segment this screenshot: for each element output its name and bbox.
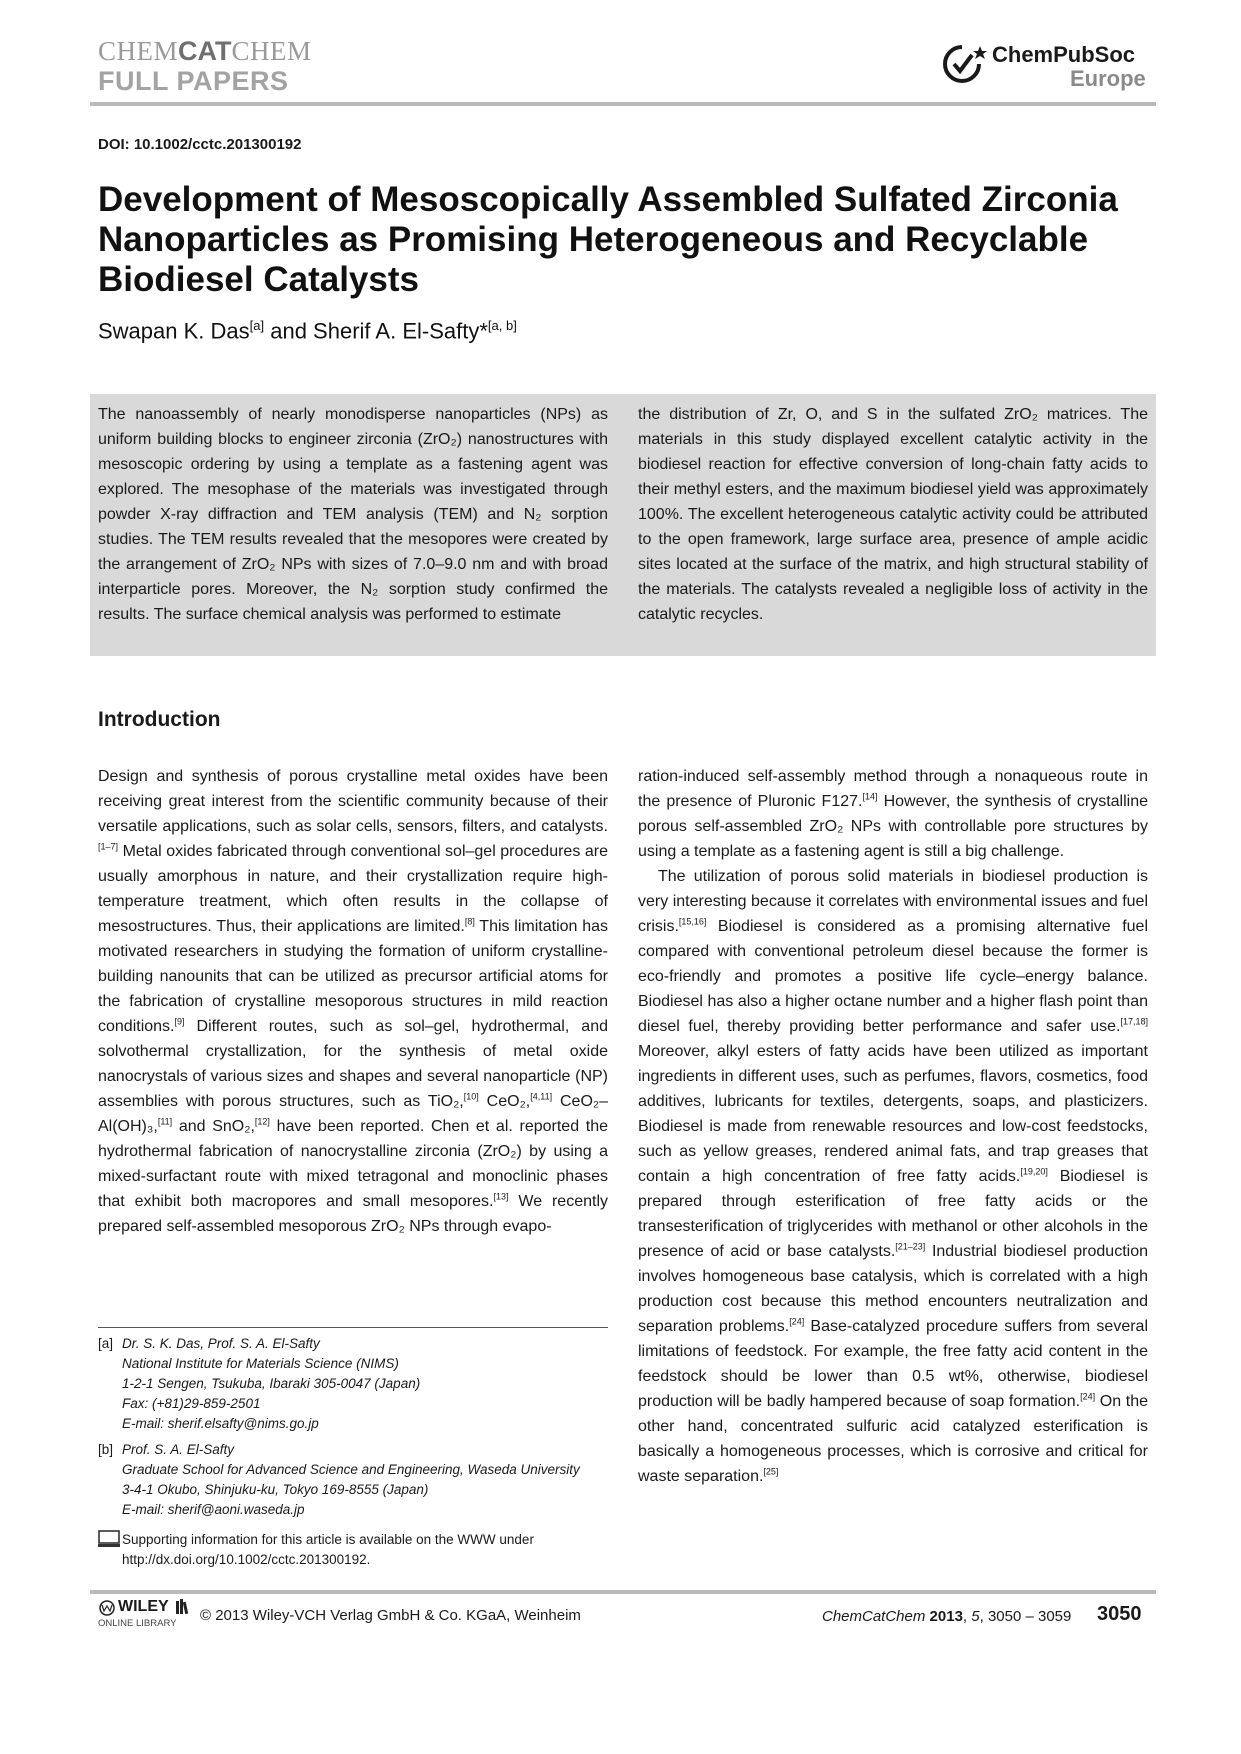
abstract-left xyxy=(98,402,608,627)
wiley-sub: ONLINE LIBRARY xyxy=(98,1618,177,1629)
citation-year: 2013 xyxy=(929,1608,963,1625)
chempubsoc-star-icon xyxy=(940,40,988,88)
citation-ref[interactable]: [13] xyxy=(493,1191,509,1202)
copyright: © 2013 Wiley-VCH Verlag GmbH & Co. KGaA, Weinheim xyxy=(200,1607,581,1624)
footnote-a-tag: [a] xyxy=(98,1336,114,1351)
citation-ref[interactable]: [21–23] xyxy=(895,1241,926,1252)
author-2-affiliation: [a, b] xyxy=(487,318,517,333)
page-number: 3050 xyxy=(1097,1603,1142,1625)
footnote-b-body xyxy=(122,1440,580,1520)
intro-right-column xyxy=(638,764,1148,1489)
footnote-a-line: 1-2-1 Sengen, Tsukuba, Ibaraki 305-0047 (Japan) xyxy=(122,1376,421,1391)
publisher-logo xyxy=(940,38,1160,98)
author-1: Swapan K. Das xyxy=(98,318,250,344)
introduction-heading: Introduction xyxy=(98,708,221,731)
footer-rule xyxy=(90,1590,1156,1594)
citation-journal: ChemCatChem xyxy=(822,1608,926,1625)
citation-ref[interactable]: [17,18] xyxy=(1120,1016,1148,1027)
abstract-box xyxy=(90,394,1156,656)
author-join: and xyxy=(264,318,314,344)
footnote-a-line: E-mail: sherif.elsafty@nims.go.jp xyxy=(122,1416,319,1431)
citation-ref[interactable]: [9] xyxy=(174,1016,185,1027)
supporting-info-link[interactable]: http://dx.doi.org/10.1002/cctc.201300192. xyxy=(122,1552,371,1567)
citation-ref[interactable]: [19,20] xyxy=(1020,1166,1048,1177)
wiley-logo xyxy=(98,1598,190,1634)
citation-pages: , 3050 – 3059 xyxy=(979,1608,1072,1625)
citation-ref[interactable]: [15,16] xyxy=(678,916,707,927)
author-1-affiliation: [a] xyxy=(249,318,265,333)
computer-icon xyxy=(98,1530,120,1548)
intro-right-paragraph-2: The utilization of porous solid materials in biodiesel production is very interesting because it correlates with environmental issues and fuel crisis.[15,16] Biodiesel is considered as a promising alternative fuel compared with conventional petroleum diesel because the former is eco-friendly and promotes a positive life cycle–energy balance. Biodiesel has also a higher octane number and a higher flash point than diesel fuel, thereby providing better performance and safer use.[17,18] Moreover, alkyl esters of fatty acids have been utilized as important ingredients in different uses, such as perfumes, flavors, cosmetics, food additives, lubricants for textiles, detergents, soaps, and plasticizers. Biodiesel is made from renewable resources and low-cost feedstocks, such as yellow greases, rendered animal fats, and trap greases that contain a high concentration of free fatty acids.[19,20] Biodiesel is prepared through esterification of free fatty acids or the transesterification of triglycerides with methanol or other alcohols in the presence of acid or base catalysts.[21–23] Industrial biodiesel production involves homogeneous base catalysis, which is correlated with a high production cost because this method encounters neutralization and separation problems.[24] Base-catalyzed procedure suffers from several limitations of feedstock. For example, the free fatty acid content in the feedstock should be lower than 0.5 wt%, otherwise, biodiesel production will be badly hampered because of soap formation.[24] On the other hand, concentrated sulfuric acid catalyzed esterification is basically a homogeneous processes, which is corrosive and critical for waste separation.[25] xyxy=(638,868,1149,1485)
article-title: Development of Mesoscopically Assembled Sulfated Zirconia Nanoparticles as Promising Heterogeneous and Recyclable Biodiesel Catalysts xyxy=(98,180,1118,299)
publisher-name: ChemPubSoc xyxy=(992,42,1136,67)
footnote-a-line: Fax: (+81)29-859-2501 xyxy=(122,1396,261,1411)
footnote-a-line: National Institute for Materials Science (NIMS) xyxy=(122,1356,399,1371)
footnote-b xyxy=(98,1440,618,1522)
author-2: Sherif A. El-Safty* xyxy=(313,318,488,344)
footnote-b-tag: [b] xyxy=(98,1442,114,1457)
supporting-info-text: Supporting information for this article is available on the WWW under xyxy=(122,1532,534,1547)
citation-ref[interactable]: [14] xyxy=(862,791,878,802)
citation-ref[interactable]: [1–7] xyxy=(98,841,119,852)
citation-ref[interactable]: [25] xyxy=(763,1466,779,1477)
intro-right-paragraph-1: ration-induced self-assembly method through a nonaqueous route in the presence of Pluronic F127.[14] However, the synthesis of crystalline porous self-assembled ZrO₂ NPs with controllable pore structures by using a template as a fastening agent is still a big challenge. xyxy=(638,768,1149,860)
citation: ChemCatChem 2013, 5, 3050 – 3059 xyxy=(822,1608,1072,1625)
citation-ref[interactable]: [4,11] xyxy=(530,1091,553,1102)
abstract-right-text: the distribution of Zr, O, and S in the sulfated ZrO₂ matrices. The materials in this study displayed excellent catalytic activity in the biodiesel reaction for effective conversion of long-chain fatty acids to their methyl esters, and the maximum biodiesel yield was approximately 100%. The excellent heterogeneous catalytic activity could be attributed to the open framework, large surface area, presence of ample acidic sites located at the surface of the matrix, and high structural stability of the materials. The catalysts revealed a negligible loss of activity in the catalytic recycles. xyxy=(638,406,1148,623)
footnote-b-line: Prof. S. A. El-Safty xyxy=(122,1442,235,1457)
citation-volume: 5 xyxy=(971,1608,980,1625)
intro-left-column xyxy=(98,764,608,1239)
wiley-name: WILEY xyxy=(118,1598,169,1615)
footnote-b-line: Graduate School for Advanced Science and Engineering, Waseda University xyxy=(122,1462,580,1477)
footnote-a-body xyxy=(122,1334,420,1434)
footnote-a xyxy=(98,1334,618,1436)
footnote-b-line: 3-4-1 Okubo, Shinjuku-ku, Tokyo 169-8555 (Japan) xyxy=(122,1482,429,1497)
abstract-left-text: The nanoassembly of nearly monodisperse nanoparticles (NPs) as uniform building blocks to engineer zirconia (ZrO₂) nanostructures with mesoscopic ordering by using a template as a fastening agent was explored. The mesophase of the materials was investigated through powder X-ray diffraction and TEM analysis (TEM) and N₂ sorption studies. The TEM results revealed that the mesopores were created by the arrangement of ZrO₂ NPs with sizes of 7.0–9.0 nm and with broad interparticle pores. Moreover, the N₂ sorption study confirmed the results. The surface chemical analysis was performed to estimate xyxy=(98,406,608,623)
wiley-mark-icon xyxy=(98,1600,116,1616)
citation-ref[interactable]: [24] xyxy=(1080,1391,1096,1402)
header-rule xyxy=(90,102,1156,106)
publisher-region: Europe xyxy=(1070,66,1146,91)
library-books-icon xyxy=(176,1599,190,1615)
authors xyxy=(98,318,517,344)
citation-ref[interactable]: [11] xyxy=(157,1116,173,1127)
citation-ref[interactable]: [8] xyxy=(464,916,475,927)
section-label: FULL PAPERS xyxy=(98,66,289,96)
abstract-right xyxy=(638,402,1148,627)
intro-left-paragraph: Design and synthesis of porous crystalline metal oxides have been receiving great interest from the scientific community because of their versatile applications, such as solar cells, sensors, filters, and catalysts.[1–7] Metal oxides fabricated through conventional sol–gel procedures are usually amorphous in nature, and their crystallization require high-temperature treatment, which often results in the collapse of mesostructures. Thus, their applications are limited.[8] This limitation has motivated researchers in studying the formation of uniform crystalline-building nanounits that can be utilized as precursor artificial atoms for the fabrication of crystalline mesoporous structures in mild reaction conditions.[9] Different routes, such as sol–gel, hydrothermal, and solvothermal crystallization, for the synthesis of metal oxide nanocrystals of various sizes and shapes and several nanoparticle (NP) assemblies with porous structures, such as TiO₂,[10] CeO₂,[4,11] CeO₂–Al(OH)₃,[11] and SnO₂,[12] have been reported. Chen et al. reported the hydrothermal fabrication of nanocrystalline zirconia (ZrO₂) by using a mixed-surfactant route with mixed tetragonal and monoclinic phases that exhibit both macropores and small mesopores.[13] We recently prepared self-assembled mesoporous ZrO₂ NPs through evapo- xyxy=(98,768,609,1235)
journal-name: CHEMCATCHEM xyxy=(98,36,312,66)
footnote-a-line: Dr. S. K. Das, Prof. S. A. El-Safty xyxy=(122,1336,320,1351)
citation-ref[interactable]: [10] xyxy=(463,1091,479,1102)
footnote-rule xyxy=(98,1327,608,1328)
footnote-b-line: E-mail: sherif@aoni.waseda.jp xyxy=(122,1502,305,1517)
citation-ref[interactable]: [12] xyxy=(254,1116,270,1127)
doi: DOI: 10.1002/cctc.201300192 xyxy=(98,136,302,153)
citation-ref[interactable]: [24] xyxy=(789,1316,805,1327)
